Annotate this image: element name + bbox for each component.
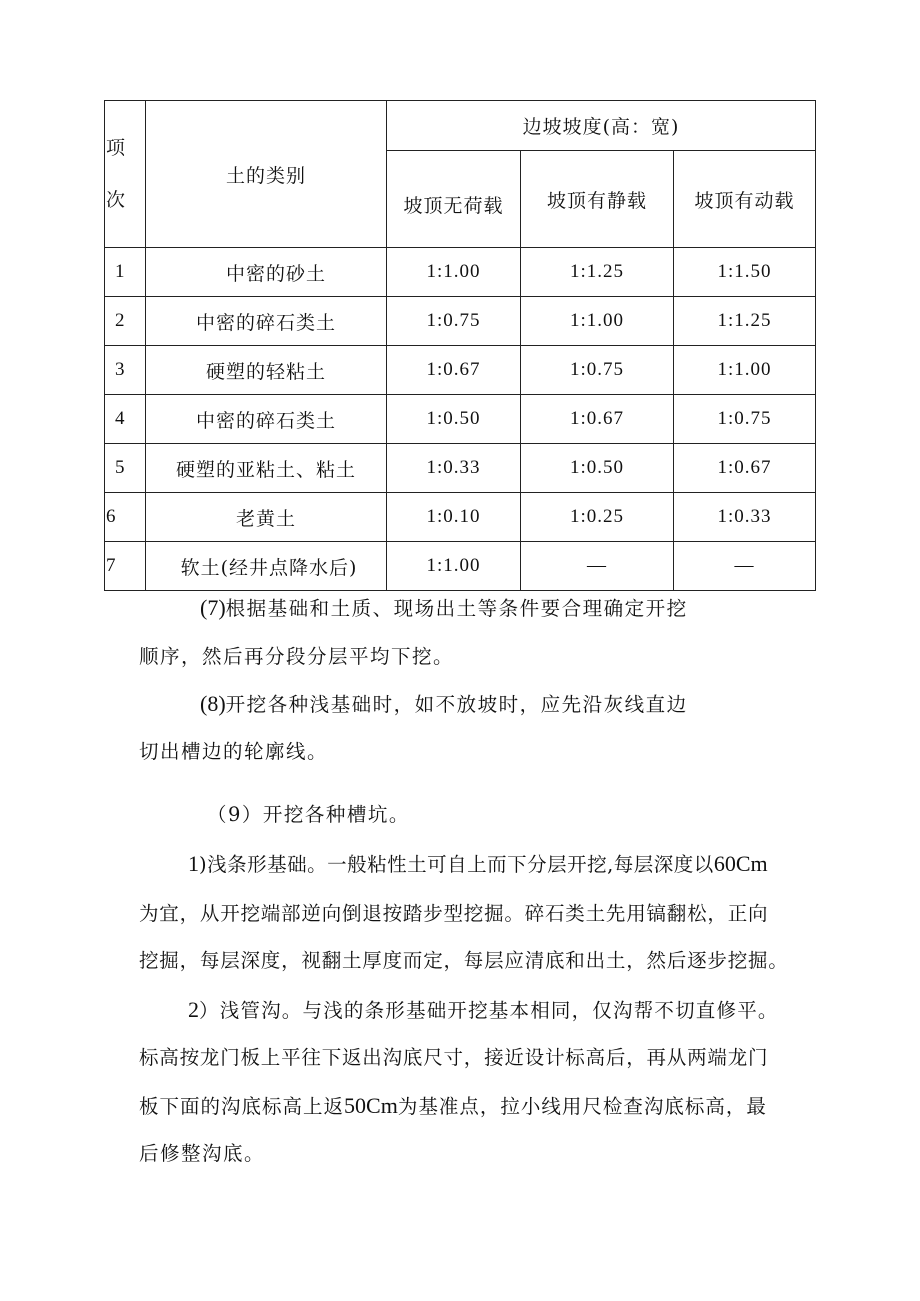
slope-dynamic-load: 1:1.25 (674, 297, 816, 346)
slope-dynamic-load: — (674, 542, 816, 591)
section-2-height: 50Cm (344, 1093, 398, 1118)
slope-no-load: 1:0.50 (387, 395, 521, 444)
paragraph-7-text: 根据基础和土质、现场出土等条件要合理确定开挖 (225, 597, 688, 620)
index-header-label-1: 项 (106, 137, 127, 159)
table-row (105, 444, 816, 493)
section-1-line-3: 挖掘，每层深度，视翻土厚度而定，每层应清底和出土，然后逐步挖掘。 (139, 949, 789, 972)
slope-table (104, 100, 816, 591)
paragraph-7-line-2: 顺序，然后再分段分层平均下挖。 (139, 645, 455, 668)
paragraph-8-text: 开挖各种浅基础时，如不放坡时，应先沿灰线直边 (225, 693, 688, 716)
section-2-line-2: 标高按龙门板上平往下返出沟底尺寸，接近设计标高后，再从两端龙门 (139, 1046, 769, 1069)
slope-static-load: 1:0.50 (521, 444, 674, 493)
slope-no-load: 1:0.67 (387, 346, 521, 395)
static-load-header: 坡顶有静载 (521, 151, 674, 248)
index-header-cell (105, 101, 146, 248)
slope-no-load: 1:0.33 (387, 444, 521, 493)
row-index: 2 (105, 297, 146, 346)
row-index: 1 (105, 248, 146, 297)
row-index: 3 (105, 346, 146, 395)
slope-dynamic-load: 1:1.50 (674, 248, 816, 297)
slope-static-load: 1:1.00 (521, 297, 674, 346)
dynamic-load-header: 坡顶有动载 (674, 151, 816, 248)
slope-static-load: — (521, 542, 674, 591)
section-2-text-a: 板下面的沟底标高上返 (139, 1095, 345, 1118)
slope-dynamic-load: 1:1.00 (674, 346, 816, 395)
table-row (105, 395, 816, 444)
section-1-line-2: 为宜，从开挖端部逆向倒退按踏步型挖掘。碎石类土先用镐翻松，正向 (139, 902, 769, 925)
slope-ratio-header: 边坡坡度(高：宽) (387, 101, 816, 151)
table-row (105, 493, 816, 542)
section-2-text: ）浅管沟。与浅的条形基础开挖基本相同，仅沟帮不切直修平。 (199, 999, 779, 1022)
row-index: 5 (105, 444, 146, 493)
paragraph-8-number: (8) (200, 691, 226, 716)
slope-static-load: 1:0.67 (521, 395, 674, 444)
table-header-row (105, 101, 816, 151)
slope-no-load: 1:0.75 (387, 297, 521, 346)
section-1-depth: 60Cm (713, 851, 768, 876)
section-1-number: 1 (188, 851, 199, 876)
row-index: 6 (105, 493, 146, 542)
soil-type: 硬塑的亚粘土、粘土 (146, 444, 387, 493)
slope-dynamic-load: 1:0.75 (674, 395, 816, 444)
slope-no-load: 1:1.00 (387, 542, 521, 591)
soil-type: 中密的碎石类土 (146, 395, 387, 444)
section-2-number: 2 (188, 997, 199, 1022)
slope-dynamic-load: 1:0.67 (674, 444, 816, 493)
paragraph-7-number: (7) (200, 595, 226, 620)
no-load-header: 坡顶无荷载 (387, 151, 521, 248)
slope-static-load: 1:0.25 (521, 493, 674, 542)
table-row (105, 297, 816, 346)
table-row (105, 542, 816, 591)
slope-static-load: 1:0.75 (521, 346, 674, 395)
table-row (105, 346, 816, 395)
slope-no-load: 1:0.10 (387, 493, 521, 542)
section-2-line-1 (188, 996, 779, 1025)
slope-static-load: 1:1.25 (521, 248, 674, 297)
paragraph-8-line-2: 切出槽边的轮廓线。 (139, 740, 329, 763)
soil-type: 软土(经井点降水后) (146, 542, 387, 591)
section-2-line-4: 后修整沟底。 (139, 1142, 266, 1165)
row-index: 7 (105, 542, 146, 591)
slope-no-load: 1:1.00 (387, 248, 521, 297)
table-row (105, 248, 816, 297)
paragraph-8-line-1 (200, 690, 688, 719)
slope-dynamic-load: 1:0.33 (674, 493, 816, 542)
section-2-line-3 (139, 1092, 767, 1121)
soil-type: 硬塑的轻粘土 (146, 346, 387, 395)
section-2-text-c: 为基准点，拉小线用尺检查沟底标高，最 (397, 1095, 767, 1118)
soil-type: 老黄土 (146, 493, 387, 542)
soil-type: 中密的碎石类土 (146, 297, 387, 346)
paragraph-9-heading: （9）开挖各种槽坑。 (207, 803, 410, 826)
section-1-text: )浅条形基础。一般粘性土可自上而下分层开挖,每层深度以 (199, 853, 714, 876)
index-header-label-2: 次 (106, 189, 127, 211)
soil-category-header: 土的类别 (146, 101, 387, 248)
section-1-line-1 (188, 850, 768, 879)
soil-type: 中密的砂土 (146, 248, 387, 297)
paragraph-7-line-1 (200, 594, 688, 623)
row-index: 4 (105, 395, 146, 444)
